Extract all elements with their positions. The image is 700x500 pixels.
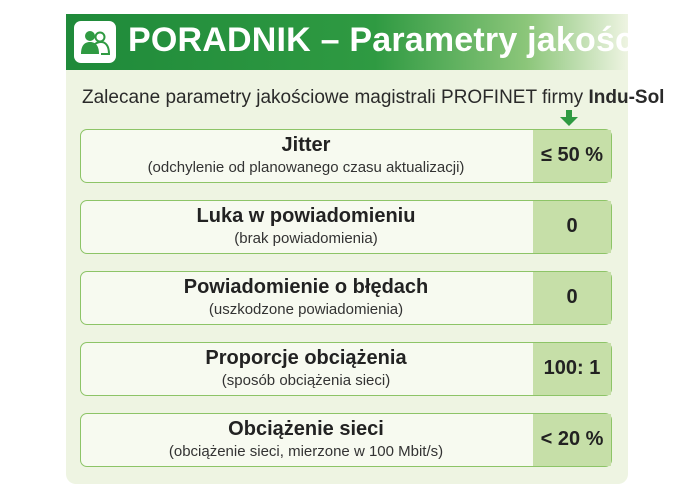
parameter-value: 0	[533, 272, 611, 324]
parameter-subtitle: (sposób obciążenia sieci)	[221, 372, 391, 389]
parameter-row-load-ratio	[80, 342, 612, 396]
parameter-value: 0	[533, 201, 611, 253]
parameter-label	[81, 414, 531, 466]
parameter-label	[81, 201, 531, 253]
parameter-row-errors	[80, 271, 612, 325]
parameter-value: 100: 1	[533, 343, 611, 395]
parameter-subtitle: (obciążenie sieci, mierzone w 100 Mbit/s)	[168, 443, 444, 460]
parameter-value: < 20 %	[533, 414, 611, 466]
intro-text	[82, 87, 664, 109]
parameter-row-network-load	[80, 413, 612, 467]
parameter-title: Powiadomienie o błędach	[183, 276, 429, 298]
parameter-subtitle: (odchylenie od planowanego czasu aktualizacji)	[147, 159, 465, 176]
parameter-row-gap	[80, 200, 612, 254]
intro-brand: Indu-Sol	[588, 87, 665, 108]
arrow-down-icon	[560, 110, 578, 126]
parameter-title: Proporcje obciążenia	[205, 347, 407, 369]
guide-panel	[66, 14, 665, 484]
parameter-subtitle: (brak powiadomienia)	[234, 230, 378, 247]
parameter-label	[81, 272, 531, 324]
parameter-value: ≤ 50 %	[533, 130, 611, 182]
page-title: PORADNIK – Parametry jakości	[128, 21, 644, 59]
parameter-title: Luka w powiadomieniu	[196, 205, 416, 227]
header-bar	[66, 14, 644, 70]
parameter-label	[81, 130, 531, 182]
parameter-subtitle: (uszkodzone powiadomienia)	[208, 301, 404, 318]
parameter-title: Obciążenie sieci	[228, 418, 384, 440]
user-group-icon	[74, 21, 116, 63]
parameter-title: Jitter	[281, 134, 331, 156]
parameter-row-jitter	[80, 129, 612, 183]
intro-lead: Zalecane parametry jakościowe magistrali PROFINET firmy	[82, 87, 589, 108]
parameter-label	[81, 343, 531, 395]
